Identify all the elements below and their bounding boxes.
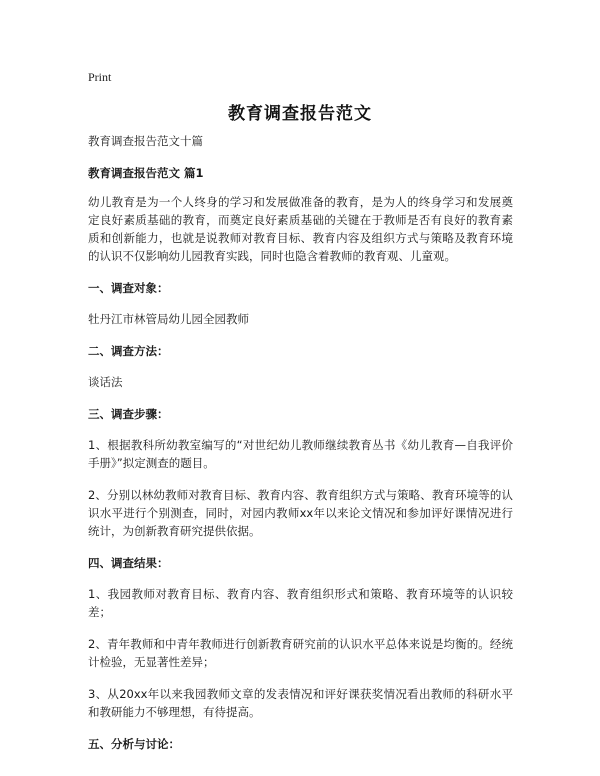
step-2-text: 2、分别以林幼教师对教育目标、教育内容、教育组织方式与策略、教育环境等的认识水平进行个别测查，同时，对园内教师xx年以来论文情况和参加评好课情况进行统计，为创新教育研究提供依据。	[88, 488, 513, 538]
section-heading-steps: 三、调查步骤：	[88, 407, 169, 421]
section-heading-method: 二、调查方法：	[88, 344, 169, 358]
print-label: Print	[88, 70, 112, 84]
document-subtitle: 教育调查报告范文十篇	[88, 134, 203, 148]
subjects-text: 牡丹江市林管局幼儿园全园教师	[88, 312, 249, 326]
result-1-text: 1、我园教师对教育目标、教育内容、教育组织形式和策略、教育环境等的认识较差；	[88, 587, 513, 619]
intro-paragraph: 幼儿教育是为一个人终身的学习和发展做准备的教育，是为人的终身学习和发展奠定良好素质基础的教育，而奠定良好素质基础的关键在于教师是否有良好的教育素质和创新能力，也就是说教师对教育目标、教育内容及组织方式与策略及教育环境的认识不仅影响幼儿园教育实践，同时也隐含着教师的教育观、儿童观。	[88, 195, 513, 263]
method-text: 谈话法	[88, 375, 123, 389]
result-3-text: 3、从20xx年以来我园教师文章的发表情况和评好课获奖情况看出教师的科研水平和教研能力不够理想，有待提高。	[88, 687, 513, 719]
section-heading-subjects: 一、调查对象：	[88, 281, 169, 295]
article-heading: 教育调查报告范文 篇1	[88, 166, 204, 180]
step-1-text: 1、根据教科所幼教室编写的“对世纪幼儿教师继续教育丛书《幼儿教育—自我评价手册》”拟定测查的题目。	[88, 438, 513, 470]
document-body	[88, 132, 513, 766]
section-heading-analysis: 五、分析与讨论：	[88, 737, 180, 751]
result-2-text: 2、青年教师和中青年教师进行创新教育研究前的认识水平总体来说是均衡的。经统计检验，无显著性差异；	[88, 637, 513, 669]
document-title: 教育调查报告范文	[228, 104, 372, 124]
section-heading-results: 四、调查结果：	[88, 556, 169, 570]
